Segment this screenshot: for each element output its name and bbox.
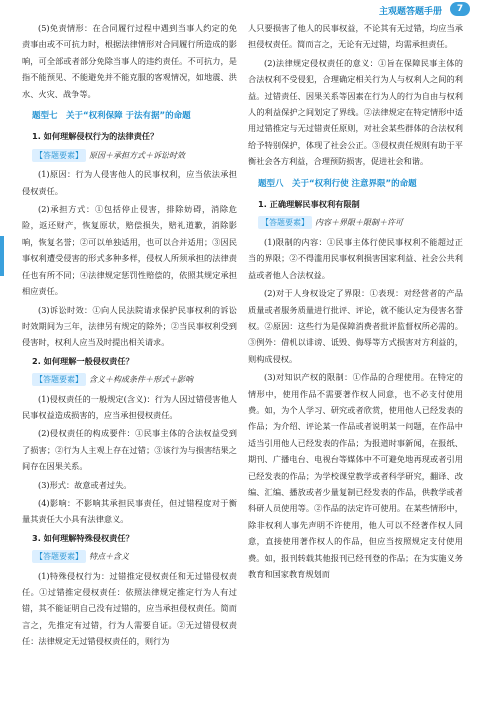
paragraph: (1)特殊侵权行为：过错推定侵权责任和无过错侵权责任。①过错推定侵权责任：依照法律规定推定行为人有过错，其不能证明自己没有过错的，应当承担侵权责任。简而言之，先推定有过错，行为人需要自证。②无过错侵权责任：法律规定无过错侵权责任的，则行为 bbox=[22, 570, 237, 647]
paragraph: (2)承担方式：①包括停止侵害，排除妨碍，消除危险，返还财产，恢复原状，赔偿损失，赔礼道歉，消除影响，恢复名誉；②可以单独适用，也可以合并适用；③因民事权利遭受侵害的形式多种多样，侵权人所须承担的法律责任也有所不同；④法律规定惩罚性赔偿的，依照其规定承担相应责任。 bbox=[22, 204, 237, 297]
paragraph-continued: 人只要损害了他人的民事权益，不论其有无过错，均应当承担侵权责任。简而言之，无论有无过错，均需承担责任。 bbox=[248, 23, 463, 50]
question-1-title: 1. 如何理解侵权行为的法律责任？ bbox=[32, 131, 159, 142]
paragraph: (3)诉讼时效：①向人民法院请求保护民事权利的诉讼时效期间为三年，法律另有规定的除外；②当民事权利受到侵害时，权利人应当及时提出相关请求。 bbox=[22, 304, 237, 348]
paragraph: (2)侵权责任的构成要件：①民事主体的合法权益受到了损害；②行为人主观上存在过错；③该行为与损害结果之间存在因果关系。 bbox=[22, 428, 237, 472]
answer-elements-tag: 【答题要素】 bbox=[32, 149, 86, 162]
section-8-title: 题型八 关于“权利行使 注意界限”的命题 bbox=[258, 178, 417, 189]
paragraph: (1)原因：行为人侵害他人的民事权利，应当依法承担侵权责任。 bbox=[22, 169, 237, 196]
answer-elements-text: 含义＋构成条件＋形式＋影响 bbox=[89, 375, 193, 385]
book-title: 主观题答题手册 bbox=[378, 7, 442, 17]
paragraph: (1)侵权责任的一般规定(含义)：行为人因过错侵害他人民事权益造成损害的，应当承担侵权责任。 bbox=[22, 393, 237, 420]
answer-elements bbox=[32, 548, 237, 565]
answer-elements-tag: 【答题要素】 bbox=[32, 550, 86, 563]
paragraph: (1)限制的内容：①民事主体行使民事权利不能超过正当的界限；②不得滥用民事权利损害国家利益、社会公共利益或者他人合法权益。 bbox=[248, 236, 463, 280]
right-column bbox=[248, 20, 463, 584]
margin-bar-accent bbox=[0, 236, 4, 276]
page-number: 7 bbox=[450, 2, 470, 16]
answer-elements-tag: 【答题要素】 bbox=[258, 216, 312, 229]
intro-paragraph: (5)免责情形：在合同履行过程中遇到当事人约定的免责事由或不可抗力时，根据法律情形对合同履行所造成的影响，可全部或者部分免除当事人的违约责任。不可抗力，是指不能预见、不能避免并不能克服的客观情况，如地震、洪水、火灾、战争等。 bbox=[22, 23, 237, 99]
page-header bbox=[0, 0, 480, 20]
answer-elements bbox=[258, 214, 463, 231]
paragraph: (3)对知识产权的限制：①作品的合理使用。在特定的情形中，使用作品不需要著作权人同意，也不必支付使用费。如，为个人学习、研究或者欣赏，使用他人已经发表的作品；为介绍、评论某一作品或者说明某一问题，在作品中适当引用他人已经发表的作品；为报道时事新闻，在报纸、期刊、广播电台、电视台等媒体中不可避免地再现或者引用已经发表的作品；为学校课堂教学或者科学研究，翻译、改编、汇编、播放或者少量复制已经发表的作品，供教学或者科研人员使用等。②作品的法定许可使用。在某些情形中，除非权利人事先声明不许使用，他人可以不经著作权人同意，直接使用著作权人的作品，但应当按照规定支付使用费。如，报刊转载其他报刊已经刊登的作品；在为实施义务教育和国家教育规划而 bbox=[248, 372, 463, 579]
answer-elements-text: 特点＋含义 bbox=[89, 552, 129, 562]
paragraph: (2)对于人身权设定了界限：①表现：对经营者的产品质量或者服务质量进行批评、评论，就不能认定为侵害名誉权。②原因：这些行为是保障消费者批评监督权所必需的。③例外：借机以诽谤、诋毁、侮辱等方式损害对方利益的，则构成侵权。 bbox=[248, 288, 463, 364]
question-3-title: 3. 如何理解特殊侵权责任？ bbox=[32, 532, 134, 543]
paragraph: (4)影响：不影响其承担民事责任，但过错程度对于衡量其责任大小具有法律意义。 bbox=[22, 497, 237, 525]
answer-elements bbox=[32, 371, 237, 388]
question-1-title: 1. 正确理解民事权利有限制 bbox=[258, 199, 360, 210]
paragraph: (3)形式：故意或者过失。 bbox=[38, 479, 132, 490]
section-7-title: 题型七 关于“权利保障 于法有据”的命题 bbox=[32, 111, 191, 122]
answer-elements-text: 内容＋界限＋限制＋许可 bbox=[315, 218, 403, 228]
answer-elements-tag: 【答题要素】 bbox=[32, 373, 86, 386]
paragraph: (2)法律规定侵权责任的意义：①旨在保障民事主体的合法权利不受侵犯，合理确定相关行为人与权利人之间的利益。过错责任、因果关系等因素在行为人的行为自由与权利人的利益保护之间划定了界线。②法律规定在特定情形中适用过错推定与无过错责任原则，对社会某些群体的合法权利给予特别保护，体现了社会公正。③侵权责任规则有助于平衡社会各方利益，合理预防损害，促进社会和谐。 bbox=[248, 57, 463, 167]
question-2-title: 2. 如何理解一般侵权责任？ bbox=[32, 355, 134, 366]
left-column bbox=[22, 20, 237, 652]
answer-elements-text: 原因＋承担方式＋诉讼时效 bbox=[89, 150, 185, 160]
answer-elements bbox=[32, 147, 237, 164]
